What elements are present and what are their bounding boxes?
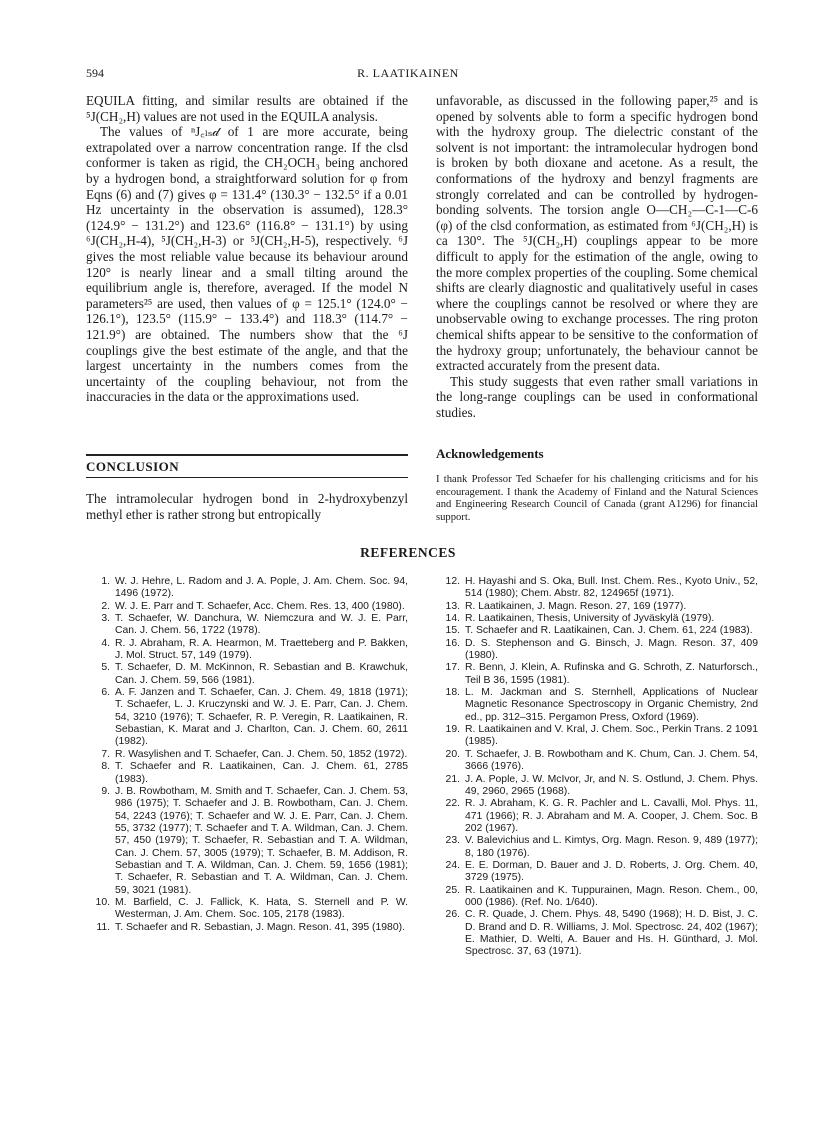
conclusion-rule-top — [86, 454, 408, 456]
reference-item — [440, 774, 758, 799]
reference-number: 20. — [445, 748, 460, 760]
references-heading: REFERENCES — [360, 545, 456, 560]
reference-text: T. Schaefer and R. Laatikainen, Can. J. Chem. 61, 224 (1983). — [465, 625, 753, 637]
reference-text: T. Schaefer and R. Laatikainen, Can. J. Chem. 61, 2785 (1983). — [115, 761, 408, 785]
reference-text: E. E. Dorman, D. Bauer and J. D. Roberts, J. Org. Chem. 40, 3729 (1975). — [465, 859, 758, 884]
reference-item — [440, 749, 758, 774]
reference-number: 11. — [96, 921, 110, 933]
right-paragraph-1: unfavorable, as discussed in the following paper,²⁵ and is opened by solvents able to form a specific hydrogen bond with the hydroxy group. The dielectric constant of the solvent is not important: the intramolecular hydrogen bond is broken by both dioxane and acetone. As a result, the conformations of the hydroxy and benzyl fragments are strongly correlated and can be controlled by hydrogen-bonding solvents. The torsion angle O—CH₂—C-1—C-6 (φ) of the clsd conformation, as estimated from ⁶J(CH₂,H) is ca 130°. The ⁵J(CH₂,H) couplings appear to be more difficult to apply for the estimation of the angle, owing to the more complex properties of the coupling. Some chemical shifts are clearly diagnostic and qualitatively useful in cases where the couplings cannot be resolved or where they are unobservable owing to exchange processes. The ring proton chemical shifts appear to be sensitive to the conformation of the hydroxy group; unfortunately, the behaviour cannot be extracted accurately from the present data. — [436, 93, 758, 374]
reference-number: 26. — [445, 909, 460, 921]
reference-text: R. Laatikainen, Thesis, University of Jyväskylä (1979). — [465, 613, 715, 625]
reference-number: 17. — [445, 662, 460, 674]
left-column — [86, 93, 408, 405]
references-right-column — [440, 576, 758, 959]
reference-number: 18. — [445, 687, 460, 699]
reference-text: M. Barfield, C. J. Fallick, K. Hata, S. Sternell and P. W. Westerman, J. Am. Chem. Soc. 105, 2178 (1983). — [115, 896, 408, 921]
reference-item — [440, 662, 758, 687]
reference-text: T. Schaefer, J. B. Rowbotham and K. Chum, Can. J. Chem. 54, 3666 (1976). — [465, 748, 758, 773]
right-paragraph-2: This study suggests that even rather small variations in the long-range couplings can be used in conformational studies. — [436, 373, 758, 420]
reference-text: H. Hayashi and S. Oka, Bull. Inst. Chem. Res., Kyoto Univ., 52, 514 (1980); Chem. Abstr. 82, 124965f (1971). — [465, 576, 758, 600]
reference-text: D. S. Stephenson and G. Binsch, J. Magn. Reson. 37, 409 (1980). — [465, 637, 758, 662]
reference-item — [440, 724, 758, 749]
reference-number: 6. — [101, 687, 110, 699]
reference-item — [90, 897, 408, 922]
reference-text: V. Balevichius and L. Kimtys, Org. Magn. Reson. 9, 489 (1977); 8, 180 (1976). — [465, 835, 758, 859]
acknowledgements-heading: Acknowledgements — [436, 446, 544, 461]
reference-text: T. Schaefer, D. M. McKinnon, R. Sebastian and B. Krawchuk, Can. J. Chem. 59, 566 (1981). — [115, 662, 408, 686]
reference-item — [440, 687, 758, 724]
left-paragraph-2: The values of ⁿJ꜀ₗₛ𝒹 of 1 are more accurate, being extrapolated over a narrow concentration range. If the clsd conformer is taken as rigid, the CH₂OCH₃ being anchored by a hydrogen bond, a straightforward solution for φ from Eqns (6) and (7) gives φ = 131.4° (130.3° − 132.5° if a 0.01 Hz uncertainty in the observation is assumed), 128.3° (124.9° − 131.2°) and 123.6° (116.8° − 131.1°) by using ⁶J(CH₂,H-4), ⁵J(CH₂,H-3) or ⁵J(CH₂,H-5), respectively. ⁶J gives the most reliable value because its behaviour around 120° is nearly linear and a small tilting around the equilibrium angle is, therefore, averaged. If the model N parameters²⁵ are used, then values of φ = 125.1° (124.0° − 126.1°), 123.5° (115.9° − 133.4°) and 118.3° (114.7° − 121.9°) are obtained. The numbers show that the ⁶J couplings give the best estimate of the angle, and that the largest uncertainty in the numbers comes from the uncertainty of the coupling behaviour, not from the inaccuracies in the data or the approximations used. — [86, 124, 408, 405]
reference-number: 8. — [101, 761, 110, 773]
reference-number: 1. — [101, 576, 110, 587]
reference-item — [90, 662, 408, 687]
reference-item — [90, 922, 408, 934]
reference-number: 2. — [101, 600, 110, 612]
reference-item — [440, 885, 758, 910]
reference-text: W. J. Hehre, L. Radom and J. A. Pople, J. Am. Chem. Soc. 94, 1496 (1972). — [115, 576, 408, 600]
left-paragraph-1: EQUILA fitting, and similar results are obtained if the ⁵J(CH₂,H) values are not used in the EQUILA analysis. — [86, 93, 408, 124]
references-left-column — [90, 576, 408, 934]
reference-number: 22. — [445, 798, 460, 810]
reference-item — [440, 638, 758, 663]
reference-number: 24. — [445, 859, 460, 871]
reference-item — [440, 625, 758, 637]
reference-text: T. Schaefer, W. Danchura, W. Niemczura and W. J. E. Parr, Can. J. Chem. 56, 1722 (1978). — [115, 613, 408, 637]
reference-item — [440, 860, 758, 885]
reference-item — [90, 613, 408, 638]
reference-item — [90, 687, 408, 749]
reference-item — [90, 638, 408, 663]
reference-text: T. Schaefer and R. Sebastian, J. Magn. Reson. 41, 395 (1980). — [115, 921, 405, 933]
reference-number: 23. — [445, 835, 460, 847]
reference-number: 15. — [445, 625, 460, 637]
reference-number: 13. — [445, 600, 460, 612]
acknowledgements-text: I thank Professor Ted Schaefer for his challenging criticisms and for his encouragement. I thank the Academy of Finland and the Natural Sciences and Engineering Research Council of Canada (grant A1296) for financial support. — [436, 474, 758, 523]
reference-number: 5. — [101, 662, 110, 674]
reference-item — [90, 749, 408, 761]
reference-text: L. M. Jackman and S. Sternhell, Applications of Nuclear Magnetic Resonance Spectroscopy in Organic Chemistry, 2nd ed., pp. 312–315. Pergamon Press, Oxford (1969). — [465, 687, 758, 723]
reference-text: C. R. Quade, J. Chem. Phys. 48, 5490 (1968); H. D. Bist, J. C. D. Brand and D. R. Williams, J. Mol. Spectrosc. 24, 402 (1967); E. Mathier, D. Welti, A. Bauer and Hs. H. Günthard, J. Mol. Spectrosc. 37, 63 (1971). — [465, 909, 758, 958]
reference-text: A. F. Janzen and T. Schaefer, Can. J. Chem. 49, 1818 (1971); T. Schaefer, L. J. Kruczynski and W. J. E. Parr, Can. J. Chem. 54, 3210 (1976); T. Schaefer, R. P. Veregin, R. Laatikainen, R. Sebastian, K. Marat and J. Charlton, Can. J. Chem. 60, 2611 (1982). — [115, 687, 408, 748]
reference-item — [90, 601, 408, 613]
reference-number: 3. — [101, 613, 110, 625]
reference-number: 14. — [445, 613, 460, 625]
reference-number: 25. — [445, 884, 460, 896]
reference-item — [440, 613, 758, 625]
reference-text: R. Laatikainen and V. Kral, J. Chem. Soc., Perkin Trans. 2 1091 (1985). — [465, 724, 758, 748]
conclusion-rule-bottom — [86, 477, 408, 478]
reference-text: R. Benn, J. Klein, A. Rufinska and G. Schroth, Z. Naturforsch., Teil B 36, 1595 (1981). — [465, 662, 758, 686]
reference-text: R. Laatikainen and K. Tuppurainen, Magn. Reson. Chem., 00, 000 (1986). (Ref. No. 1/640). — [465, 884, 758, 908]
reference-item — [90, 576, 408, 601]
reference-text: J. B. Rowbotham, M. Smith and T. Schaefer, Can. J. Chem. 53, 986 (1975); T. Schaefer and J. B. Rowbotham, Can. J. Chem. 54, 2243 (1976); T. Schaefer and W. J. E. Parr, Can. J. Chem. 55, 3732 (1977); T. Schaefer and T. A. Wildman, Can. J. Chem. 57, 450 (1979); T. Schaefer, R. Sebastian and T. A. Wildman, Can. J. Chem. 57, 3005 (1979); T. Schaefer, B. M. Addison, R. Sebastian and T. A. Wildman, Can. J. Chem. 59, 1656 (1981); T. Schaefer, R. Sebastian and T. A. Wildman, Can. J. Chem. 59, 3021 (1981). — [115, 785, 408, 896]
reference-text: R. J. Abraham, K. G. R. Pachler and L. Cavalli, Mol. Phys. 11, 471 (1966); R. J. Abraham and M. A. Cooper, J. Chem. Soc. B 202 (1967). — [465, 798, 758, 834]
reference-item — [440, 909, 758, 958]
reference-number: 9. — [101, 785, 110, 797]
reference-number: 4. — [101, 637, 110, 649]
right-column — [436, 93, 758, 420]
reference-number: 12. — [445, 576, 460, 587]
reference-item — [90, 761, 408, 786]
reference-text: R. Laatikainen, J. Magn. Reson. 27, 169 (1977). — [465, 600, 687, 612]
reference-number: 16. — [445, 637, 460, 649]
conclusion-text: The intramolecular hydrogen bond in 2-hydroxybenzyl methyl ether is rather strong but entropically — [86, 491, 408, 522]
reference-number: 19. — [445, 724, 460, 736]
running-head: R. LAATIKAINEN — [357, 66, 459, 80]
reference-text: R. J. Abraham, R. A. Hearmon, M. Traetteberg and P. Bakken, J. Mol. Struct. 57, 149 (1979). — [115, 637, 408, 662]
reference-number: 7. — [101, 748, 110, 760]
conclusion-heading: CONCLUSION — [86, 459, 180, 474]
reference-item — [90, 786, 408, 897]
reference-text: W. J. E. Parr and T. Schaefer, Acc. Chem. Res. 13, 400 (1980). — [115, 600, 405, 612]
reference-item — [440, 601, 758, 613]
reference-text: J. A. Pople, J. W. McIvor, Jr, and N. S. Ostlund, J. Chem. Phys. 49, 2960, 2965 (1968). — [465, 773, 758, 797]
reference-item — [440, 576, 758, 601]
reference-item — [440, 835, 758, 860]
page-number: 594 — [86, 66, 104, 80]
reference-number: 10. — [95, 896, 110, 908]
reference-text: R. Wasylishen and T. Schaefer, Can. J. Chem. 50, 1852 (1972). — [115, 748, 408, 760]
reference-item — [440, 798, 758, 835]
reference-number: 21. — [445, 773, 460, 785]
